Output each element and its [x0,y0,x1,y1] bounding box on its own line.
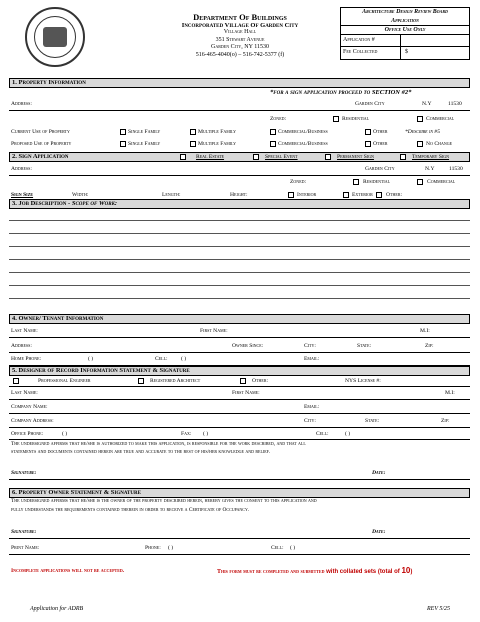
designer-mi-label: M.I: [445,390,455,396]
address-label: Address: [11,101,32,107]
owner-last-name-label: Last Name: [11,328,38,334]
application-number-label: Application # [341,35,401,46]
sign-city-value: Garden City [365,166,395,172]
proposed-use-label: Proposed Use of Property [11,141,72,147]
special-event-checkbox[interactable] [253,154,259,160]
owner-state-label: State: [357,343,372,349]
section-3-title: 3. Job Description - [12,200,72,207]
section-3-subtitle: Scope of Work: [71,200,118,207]
board-title: Architecture Design Review Board [362,9,448,15]
office-phone-area: ( ) [62,431,68,437]
job-description-line[interactable] [9,272,470,273]
address-line[interactable] [9,110,470,111]
print-cell-area: ( ) [290,545,296,551]
sign-commercial-label: Commercial [427,179,456,185]
sign-other-checkbox[interactable] [376,192,382,198]
footer-form-name: Application for ADRB [30,606,84,612]
application-number-field[interactable] [401,35,405,46]
sign-size-label: Sign Size [11,192,34,198]
exterior-label: Exterior [352,192,373,198]
section-5-header: 5. Designer of Record Information Statement & Signature [9,366,470,376]
company-address-line[interactable] [9,427,470,428]
zoned-label: Zoned: [270,116,287,122]
designer-type-line[interactable] [9,386,470,387]
proposed-single-label: Single Family [128,141,161,147]
state-value: N.Y [422,101,432,107]
designer-signature-label: Signature: [11,470,37,476]
job-description-line[interactable] [9,285,470,286]
section-6-header: 6. Property Owner Statement & Signature [9,488,470,498]
sign-zoned-label: Zoned: [290,179,307,185]
job-description-line[interactable] [9,298,470,299]
home-phone-label: Home Phone: [11,356,42,362]
section-2-title: 2. Sign Application [12,153,69,160]
application-title: Application [341,17,469,26]
sign-zip-value: 11530 [449,166,463,172]
fee-collected-label: Fee Collected [341,47,401,59]
designer-last-name-label: Last Name: [11,390,38,396]
owner-since-label: Owner Since: [232,343,264,349]
sign-residential-label: Residential [363,179,391,185]
permanent-sign-checkbox[interactable] [325,154,331,160]
village-seal [25,7,85,67]
designer-name-line[interactable] [9,399,470,400]
fax-area: ( ) [203,431,209,437]
print-name-label: Print Name: [11,545,40,551]
designer-first-name-label: First Name: [232,390,260,396]
sign-other-label: Other: [386,192,403,198]
owner-name-line[interactable] [9,337,470,338]
current-other-checkbox[interactable] [365,129,371,135]
temporary-sign-label: Temporary Sign [412,154,450,160]
owner-email-label: Email: [304,356,320,362]
job-description-line[interactable] [9,233,470,234]
height-label: Height: [230,192,248,198]
print-name-line[interactable] [9,554,470,555]
company-city-label: City: [304,418,316,424]
designer-other-label: Other: [252,378,269,384]
designer-other-checkbox[interactable] [240,378,246,384]
office-use-box [340,7,470,60]
company-name-line[interactable] [9,413,470,414]
office-use-title: Office Use Only [341,26,469,35]
owner-zip-label: Zip: [425,343,434,349]
interior-label: Interior [297,192,317,198]
print-cell-label: Cell: [271,545,284,551]
owner-first-name-label: First Name: [200,328,228,334]
print-phone-area: ( ) [168,545,174,551]
sign-address-line[interactable] [9,175,470,176]
submission-notice-count: 10 [401,566,411,575]
professional-engineer-checkbox[interactable] [13,378,19,384]
owner-address-label: Address: [11,343,32,349]
section-1-header: 1. Property Information [9,78,470,88]
current-multiple-checkbox[interactable] [190,129,196,135]
proposed-single-checkbox[interactable] [120,141,126,147]
submission-notice-close: ) [410,569,413,575]
owner-affirmation-line1: The undersigned affirms that he/she is the owner of the property described herein, hereby gives the consent to this application and [11,498,317,504]
department-title: Department Of Buildings [193,12,287,22]
fee-collected-field[interactable]: $ [405,49,408,55]
no-change-label: No Change [426,141,453,147]
proposed-other-checkbox[interactable] [365,141,371,147]
footer-revision: REV 5/25 [427,606,451,612]
submission-notice [217,566,412,575]
owner-signature-label: Signature: [11,529,37,535]
nys-license-label: NYS License #: [345,378,381,384]
professional-engineer-label: Professional Engineer [38,378,91,384]
submission-notice-main: This form must be completed and submitted [217,569,325,575]
company-state-label: State: [365,418,380,424]
proposed-multiple-label: Multiple Family [198,141,237,147]
real-estate-checkbox[interactable] [180,154,186,160]
designer-affirmation-line2: statements and documents contained herein are true and accurate to the best of his/her knowledge and belief. [11,449,271,455]
owner-signature-line[interactable] [9,538,470,539]
zoned-residential-label: Residential [342,116,370,122]
city-state-zip: Garden City, NY 11530 [211,44,269,51]
sign-address-label: Address: [11,166,32,172]
office-phone-line[interactable] [9,439,470,440]
exterior-checkbox[interactable] [343,192,349,198]
special-event-label: Special Event [265,154,298,160]
job-description-line[interactable] [9,246,470,247]
zoned-residential-checkbox[interactable] [333,116,339,122]
designer-signature-line[interactable] [9,479,470,480]
sign-application-note: *for a sign application proceed to SECTION #2* [270,89,412,96]
designer-email-label: Email: [304,404,320,410]
submission-notice-collated: with collated sets (total of [324,569,402,575]
current-multiple-label: Multiple Family [198,129,237,135]
owner-city-label: City: [304,343,316,349]
village-name: Incorporated Village Of Garden City [181,21,299,29]
section-4-header: 4. Owner/ Tenant Information [9,314,470,324]
owner-address-line[interactable] [9,352,470,353]
proposed-multiple-checkbox[interactable] [190,141,196,147]
describe-note: *Describe in #5 [405,129,441,135]
company-name-label: Company Name: [11,404,48,410]
print-phone-label: Phone: [145,545,161,551]
owner-cell-label: Cell: [155,356,168,362]
owner-cell-area: ( ) [181,356,187,362]
zoned-commercial-label: Commercial [426,116,455,122]
interior-checkbox[interactable] [288,192,294,198]
job-description-line[interactable] [9,259,470,260]
registered-architect-checkbox[interactable] [138,378,144,384]
sign-residential-checkbox[interactable] [353,179,359,185]
village-hall: Village Hall [223,29,257,36]
proposed-other-label: Other [373,141,388,147]
owner-date-label: Date: [372,529,386,535]
incomplete-notice: Incomplete applications will not be accepted. [11,568,125,574]
department-header [150,14,330,60]
current-commercial-label: Commercial/Business [278,129,328,135]
permanent-sign-label: Permanent Sign [337,154,374,160]
current-use-label: Current Use of Property [11,129,70,135]
section-3-header [9,199,470,209]
current-single-checkbox[interactable] [120,129,126,135]
designer-cell-label: Cell: [316,431,329,437]
proposed-commercial-checkbox[interactable] [270,141,276,147]
designer-cell-area: ( ) [345,431,351,437]
designer-affirmation-line1: The undersigned affirms that he/she is authorized to make this application, is responsible for the work described, and that all [11,441,306,447]
registered-architect-label: Registered Architect [150,378,201,384]
zip-value: 11530 [448,101,462,107]
office-phone-label: Office Phone: [11,431,44,437]
company-zip-label: Zip: [441,418,450,424]
street-address: 351 Stewart Avenue [215,36,265,43]
fax-label: Fax: [181,431,192,437]
job-description-line[interactable] [9,220,470,221]
real-estate-label: Real Estate [196,154,225,160]
phone-fax: 516-465-4040(o) – 516-742-5377 (f) [195,51,285,58]
current-other-label: Other [373,129,388,135]
zoned-commercial-checkbox[interactable] [417,116,423,122]
city-value: Garden City [355,101,385,107]
company-address-label: Company Address: [11,418,54,424]
current-single-label: Single Family [128,129,161,135]
home-phone-area: ( ) [88,356,94,362]
proposed-commercial-label: Commercial/Business [278,141,328,147]
width-label: Width: [72,192,89,198]
length-label: Length: [162,192,181,198]
sign-commercial-checkbox[interactable] [417,179,423,185]
owner-mi-label: M.I: [420,328,430,334]
owner-affirmation-line2: fully understands the requirements contained therein in order to receive a Certificate of Occupancy. [11,507,250,513]
designer-date-label: Date: [372,470,386,476]
temporary-sign-checkbox[interactable] [400,154,406,160]
sign-state-value: N.Y [425,166,435,172]
current-commercial-checkbox[interactable] [270,129,276,135]
no-change-checkbox[interactable] [417,141,423,147]
